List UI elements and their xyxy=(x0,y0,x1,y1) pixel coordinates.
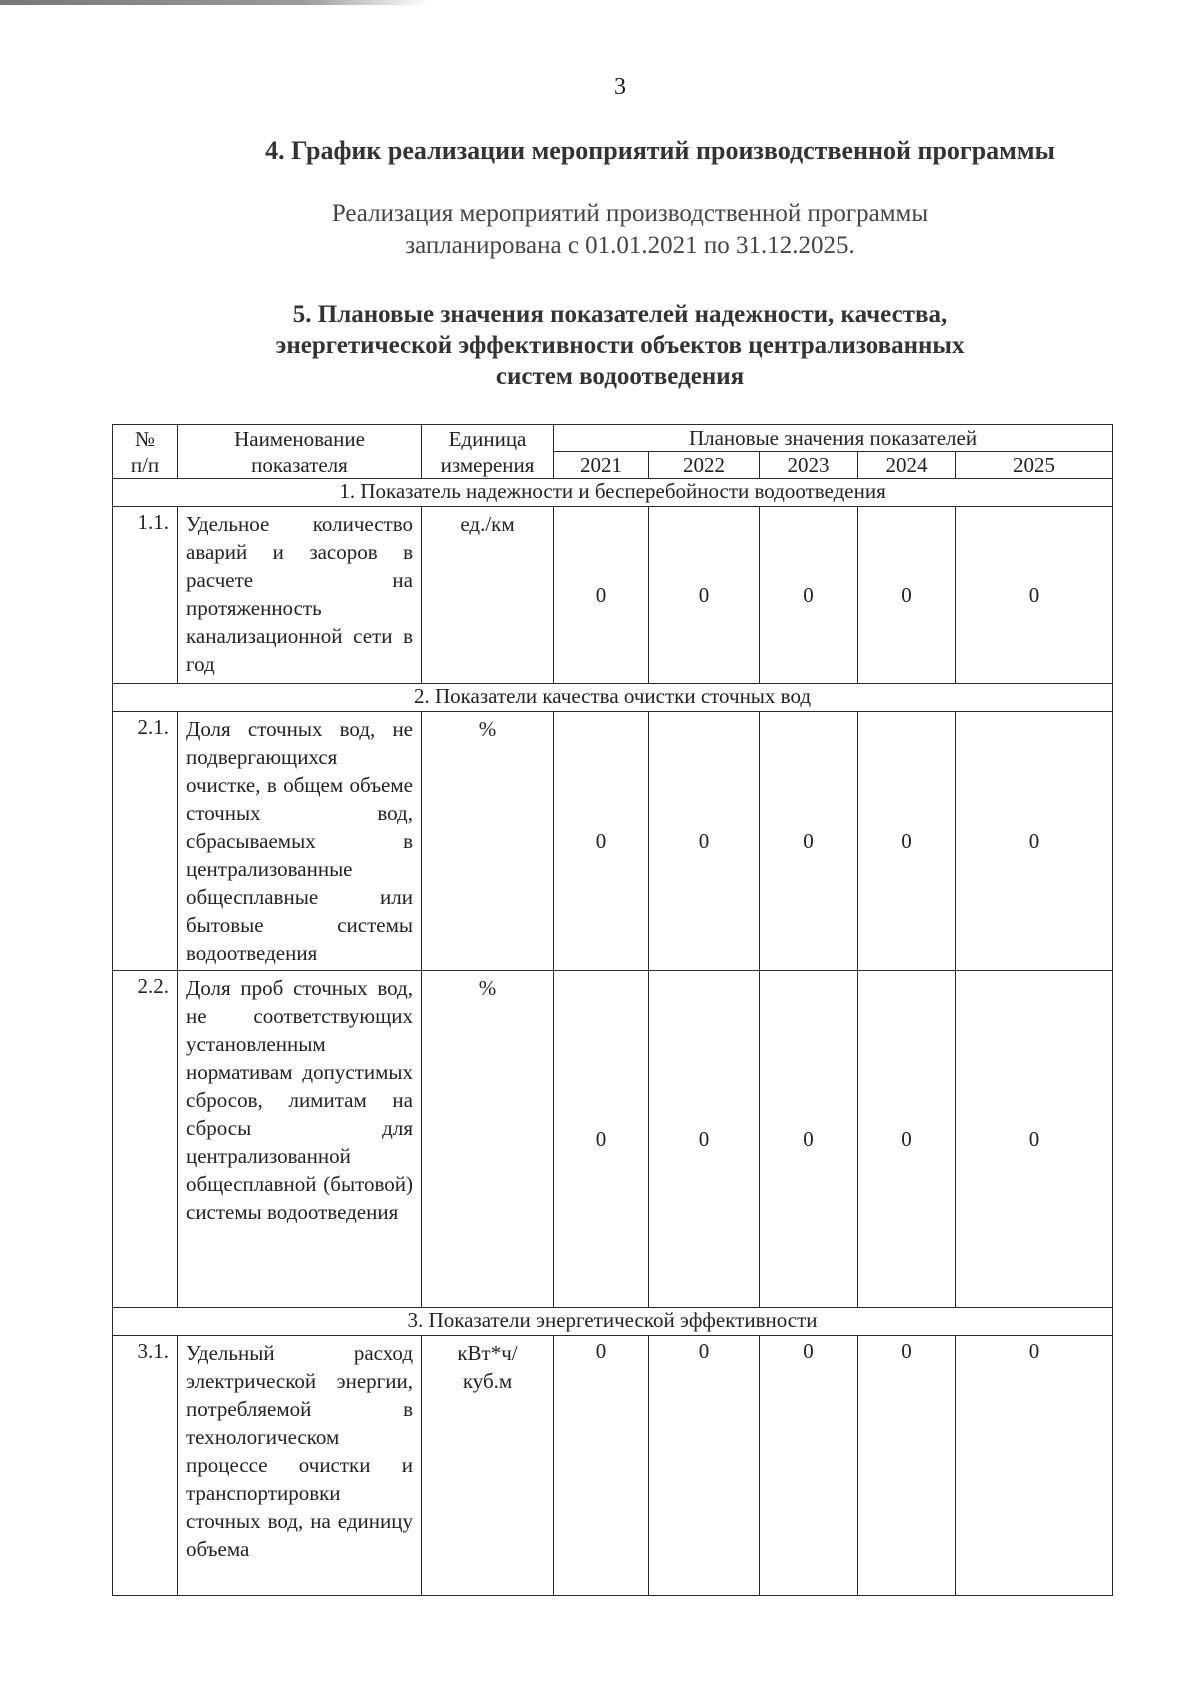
header-name xyxy=(178,425,422,479)
value-2025: 0 xyxy=(956,971,1113,1308)
indicator-name: Доля проб сточных вод, не соответствующих установленным нормативам допустимых сбросов, лимитам на сбросы для централизованной общесплавной (бытовой) системы водоотведения xyxy=(178,971,422,1308)
header-year: 2023 xyxy=(760,452,858,479)
header-planned-values: Плановые значения показателей xyxy=(554,425,1113,452)
indicator-name: Удельный расход электрической энергии, потребляемой в технологическом процессе очистки и транспортировки сточных вод, на единицу объема xyxy=(178,1336,422,1596)
unit-line-2: куб.м xyxy=(462,1369,513,1393)
value-2022: 0 xyxy=(649,712,760,971)
row-number: 2.1. xyxy=(113,712,178,971)
value-2022: 0 xyxy=(649,1336,760,1596)
section-5-heading-line-1: 5. Плановые значения показателей надежности, качества, xyxy=(292,301,948,328)
value-2021: 0 xyxy=(554,712,649,971)
section-row xyxy=(113,1308,1113,1336)
value-2021: 0 xyxy=(554,1336,649,1596)
header-num-line-1: № xyxy=(134,426,156,451)
header-name-line-2: показателя xyxy=(251,452,348,477)
section-4-text xyxy=(200,198,1060,262)
value-2024: 0 xyxy=(858,712,956,971)
section-row xyxy=(113,479,1113,507)
scan-edge-artifact xyxy=(0,0,430,5)
section-4-text-line-1: Реализация мероприятий производственной программы xyxy=(331,200,929,227)
value-2022: 0 xyxy=(649,971,760,1308)
section-4-text-line-2: запланирована с 01.01.2021 по 31.12.2025. xyxy=(405,232,855,259)
value-2023: 0 xyxy=(760,507,858,684)
section-5-heading-line-2: энергетической эффективности объектов централизованных xyxy=(275,332,965,359)
header-unit-line-1: Единица xyxy=(448,426,527,451)
unit xyxy=(422,1336,554,1596)
header-year: 2025 xyxy=(956,452,1113,479)
indicators-table xyxy=(112,424,1113,1596)
page-number: 3 xyxy=(614,74,626,100)
header-name-line-1: Наименование xyxy=(234,426,365,451)
value-2025: 0 xyxy=(956,1336,1113,1596)
indicator-name: Удельное количество аварий и засоров в расчете на протяженность канализационной сети в год xyxy=(178,507,422,684)
unit: % xyxy=(422,712,554,971)
table-row xyxy=(113,1336,1113,1596)
value-2025: 0 xyxy=(956,507,1113,684)
section-5-heading-line-3: систем водоотведения xyxy=(495,363,745,390)
value-2024: 0 xyxy=(858,971,956,1308)
value-2023: 0 xyxy=(760,712,858,971)
value-2022: 0 xyxy=(649,507,760,684)
unit: % xyxy=(422,971,554,1308)
indicator-name: Доля сточных вод, не подвергающихся очистке, в общем объеме сточных вод, сбрасываемых в централизованные общесплавные или бытовые системы водоотведения xyxy=(178,712,422,971)
row-number: 2.2. xyxy=(113,971,178,1308)
section-title: 2. Показатели качества очистки сточных вод xyxy=(113,684,1113,712)
table-row xyxy=(113,712,1113,971)
unit-line-1: кВт*ч/ xyxy=(457,1341,518,1365)
value-2023: 0 xyxy=(760,971,858,1308)
row-number: 1.1. xyxy=(113,507,178,684)
header-num-line-2: п/п xyxy=(130,452,160,477)
value-2021: 0 xyxy=(554,971,649,1308)
section-title: 1. Показатель надежности и бесперебойности водоотведения xyxy=(113,479,1113,507)
header-year: 2021 xyxy=(554,452,649,479)
value-2021: 0 xyxy=(554,507,649,684)
table-row xyxy=(113,507,1113,684)
table-row xyxy=(113,971,1113,1308)
section-row xyxy=(113,684,1113,712)
header-unit-line-2: измерения xyxy=(440,452,535,477)
header-year: 2024 xyxy=(858,452,956,479)
section-title: 3. Показатели энергетической эффективности xyxy=(113,1308,1113,1336)
header-year: 2022 xyxy=(649,452,760,479)
value-2023: 0 xyxy=(760,1336,858,1596)
table-header-row-1 xyxy=(113,425,1113,452)
section-5-heading xyxy=(170,299,1070,392)
header-unit xyxy=(422,425,554,479)
unit: ед./км xyxy=(422,507,554,684)
row-number: 3.1. xyxy=(113,1336,178,1596)
value-2024: 0 xyxy=(858,507,956,684)
value-2024: 0 xyxy=(858,1336,956,1596)
value-2025: 0 xyxy=(956,712,1113,971)
section-4-heading: 4. График реализации мероприятий производственной программы xyxy=(265,136,1055,165)
header-num xyxy=(113,425,178,479)
